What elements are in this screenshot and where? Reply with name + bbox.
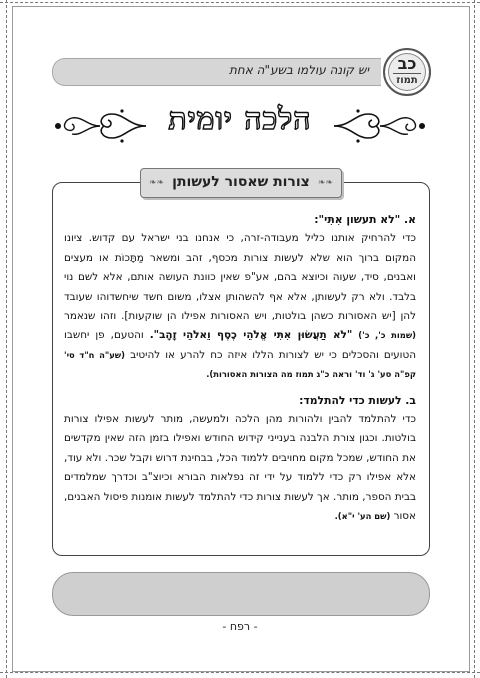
paragraph-text: והטעם, פן יחשבו הטועים והסכלים כי יש לצורות הללו איזה כח להרע או להיטיב <box>64 329 417 361</box>
crop-line-right <box>474 0 475 678</box>
tab-ornament-icon: ❧❧ <box>317 178 333 188</box>
crop-line-left <box>6 0 7 678</box>
date-badge-divider <box>393 73 421 74</box>
verse-quote: "לֹא תַעֲשׂוּן אִתִּי אֱלֹהֵי כֶסֶף וֵאלֹהֵי זָהָב". <box>149 329 353 342</box>
footer-bar <box>52 572 430 616</box>
running-header-text: יש קונה עולמו בשע"ה אחת <box>229 63 369 77</box>
right-flourish-icon <box>332 106 428 146</box>
paragraph-body <box>64 229 416 384</box>
paragraph-text: כדי להרחיק אותנו כליל מעבודה-זרה, כי אנחנו בני ישראל עם קדוש. ציונו המקום ברוך הוא שלא לעשות צורות מכסף, זהב ומשאר מַתָּכוֹת או מעצים ואבנים, סיד, שעוה וכיוצא בהם, אע"פ שאין כוונת העושה אותם, אלא לשם נוי בלבד. ולא רק לעשותן, אלא אף להשהותן אצלו, משום חשד שיחשדוהו שעובד להן [יש האסורות כשהן בולטות, ויש האסורות אפילו הן שוקעות]. וזהו שנאמר <box>64 232 416 323</box>
date-badge-day: כב <box>397 54 417 73</box>
running-header <box>52 58 381 86</box>
page-number: - רפח - <box>222 620 258 633</box>
halacha-text <box>64 210 416 533</box>
paragraph-heading: ב. לעשות כדי להתלמד: <box>299 393 416 407</box>
date-badge <box>383 48 431 96</box>
section-title: צורות שאסור לעשותן <box>172 174 310 190</box>
crop-line-bottom <box>0 672 480 673</box>
source-reference: (שם הע' י"א). <box>334 511 391 522</box>
tab-ornament-icon: ❧❧ <box>149 178 165 188</box>
page-title: הלכה יומית <box>168 102 312 137</box>
title-block <box>52 100 428 154</box>
source-reference: (שע"ה ח"ד סי' קפ"ה סע' ג' וד' וראה כ"ג תמוז מה הצורות האסורות). <box>64 349 416 380</box>
section-heading-tab <box>140 168 342 198</box>
crop-line-top <box>0 2 480 3</box>
paragraph-heading: א. "לא תעשון אִתִּי": <box>314 213 416 226</box>
paragraph-text: כדי להתלמד להבין ולהורות מהן הלכה ולמעשה, מותר לעשות אפילו צורות בולטות. וכגון צורת הלבנה בענייני קידוש החודש ואפילו בזמן הזה שאין מקדשים את החודש, שמכל מקום מחויבים ללמוד הכל, בבחינת דרוש וקבל שכר. ולא עוד, אלא אפילו רק כדי ללמוד על ידי זה נפלאות הבורא וכיוצ"ב וכדרך שמלמדים בבית הספר, מותר. אך לעשות צורות כדי להתלמד לעשות אומנות פיסול האבנים, אסור <box>64 413 416 523</box>
source-reference: (שמות כ', כ') <box>358 330 416 341</box>
date-badge-month: תמוז <box>396 75 418 86</box>
paragraph-body <box>64 410 416 526</box>
